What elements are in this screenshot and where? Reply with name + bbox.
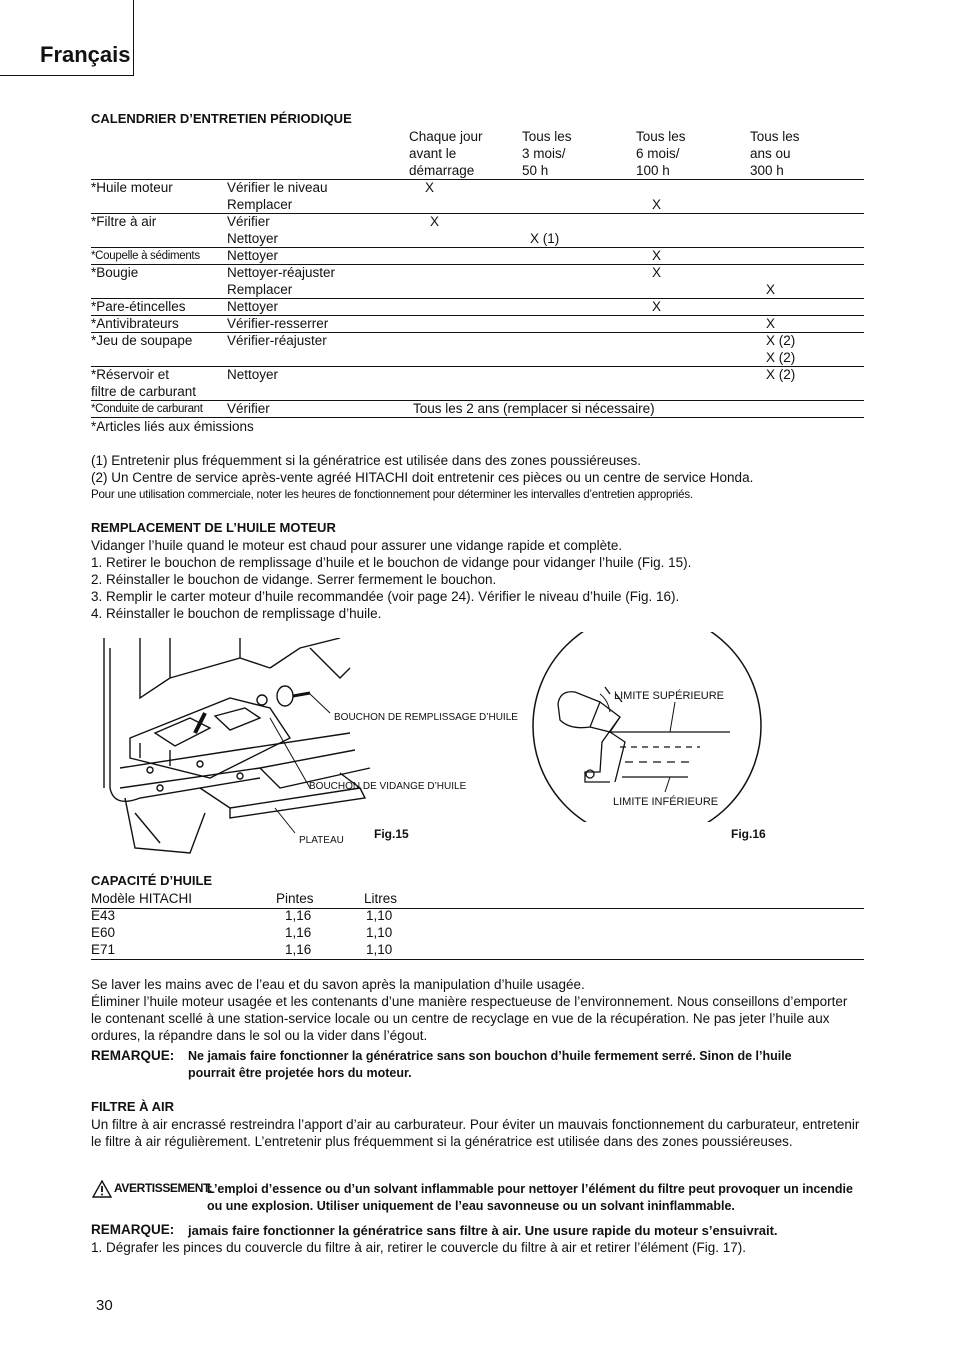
schedule-cell-action: Nettoyer <box>227 299 279 314</box>
schedule-cell-c1: X <box>430 214 440 229</box>
schedule-cell-action: Nettoyer <box>227 231 279 246</box>
schedule-cell-item: *Pare-étincelles <box>91 299 186 314</box>
schedule-cell-action: Vérifier <box>227 401 270 416</box>
oil-step-2: 2. Réinstaller le bouchon de vidange. Serrer fermement le bouchon. <box>91 572 497 587</box>
capacity-model: E71 <box>91 942 116 957</box>
schedule-rule <box>91 315 864 316</box>
fig15-drawing <box>100 638 520 858</box>
capacity-pints: 1,16 <box>285 942 312 957</box>
schedule-cell-action: Nettoyer <box>227 248 279 263</box>
schedule-cell-c3: X <box>652 248 662 263</box>
col3-line3: 100 h <box>636 163 670 178</box>
schedule-note-1: (1) Entretenir plus fréquemment si la génératrice est utilisée dans des zones poussiéreuses. <box>91 453 642 468</box>
schedule-cell-item: filtre de carburant <box>91 384 197 399</box>
col4-line3: 300 h <box>750 163 784 178</box>
fig16-drawing <box>530 632 770 822</box>
warning-text: L’emploi d’essence ou d’un solvant inflammable pour nettoyer l’élément du filtre peut provoquer un incendie ou une explosion. Utiliser uniquement de l’eau savonneuse ou un solvant ininflammable. <box>207 1182 853 1213</box>
fig15-fill-cap-label: BOUCHON DE REMPLISSAGE D’HUILE <box>334 712 518 723</box>
schedule-cell-action: Nettoyer <box>227 367 279 382</box>
col1-line1: Chaque jour <box>409 129 483 144</box>
fig16-upper-label: LIMITE SUPÉRIEURE <box>614 690 725 702</box>
schedule-cell-item: *Huile moteur <box>91 180 173 195</box>
schedule-cell-action: Vérifier-réajuster <box>227 333 327 348</box>
capacity-litres: 1,10 <box>366 908 393 923</box>
schedule-cell-action: Vérifier <box>227 214 270 229</box>
schedule-cell-c3: X <box>652 197 662 212</box>
capacity-header-pints: Pintes <box>276 891 314 906</box>
col2-line3: 50 h <box>522 163 549 178</box>
schedule-cell-action: Remplacer <box>227 282 293 297</box>
capacity-model: E60 <box>91 925 116 940</box>
schedule-cell-c2: X (1) <box>530 231 560 246</box>
schedule-cell-c1: Tous les 2 ans (remplacer si nécessaire) <box>413 401 655 416</box>
capacity-header-litres: Litres <box>364 891 398 906</box>
fig16-lower-label: LIMITE INFÉRIEURE <box>613 796 719 808</box>
oil-change-title: REMPLACEMENT DE L’HUILE MOTEUR <box>91 520 336 535</box>
schedule-cell-item: *Antivibrateurs <box>91 316 179 331</box>
schedule-note-2: (2) Un Centre de service après-vente agréé HITACHI doit entretenir ces pièces ou un centre de service Honda. <box>91 470 754 485</box>
fig15-label: Fig.15 <box>374 827 409 841</box>
capacity-title: CAPACITÉ D’HUILE <box>91 873 213 888</box>
schedule-col2-header <box>522 128 572 179</box>
col1-line3: démarrage <box>409 163 475 178</box>
remark1-text: Ne jamais faire fonctionner la génératrice sans son bouchon d’huile fermement serré. Sinon de l’huile pourrait être projetée hors du moteur. <box>188 1049 792 1080</box>
schedule-cell-action: Vérifier-resserrer <box>227 316 329 331</box>
language-tab <box>0 0 134 76</box>
col4-line2: ans ou <box>750 146 791 161</box>
capacity-litres: 1,10 <box>366 942 393 957</box>
schedule-cell-c4: X (2) <box>766 350 796 365</box>
col2-line2: 3 mois/ <box>522 146 566 161</box>
capacity-pints: 1,16 <box>285 908 312 923</box>
schedule-rule <box>91 247 864 248</box>
col4-line1: Tous les <box>750 129 800 144</box>
warning-triangle-icon <box>92 1180 112 1198</box>
schedule-cell-action: Nettoyer-réajuster <box>227 265 336 280</box>
air-filter-title: FILTRE À AIR <box>91 1099 175 1114</box>
capacity-litres: 1,10 <box>366 925 393 940</box>
fig15-tray-label: PLATEAU <box>299 835 344 846</box>
disposal-line1: Se laver les mains avec de l’eau et du savon après la manipulation d’huile usagée. <box>91 977 585 992</box>
language-label: Français <box>40 42 131 67</box>
schedule-cell-c4: X (2) <box>766 367 796 382</box>
schedule-cell-c3: X <box>652 265 662 280</box>
schedule-cell-action: Vérifier le niveau <box>227 180 328 195</box>
remark2-text: jamais faire fonctionner la génératrice sans filtre à air. Une usure rapide du moteur s’ensuivrait. <box>188 1223 778 1238</box>
schedule-cell-c4: X <box>766 282 776 297</box>
col3-line2: 6 mois/ <box>636 146 680 161</box>
schedule-cell-item: *Réservoir et <box>91 367 170 382</box>
capacity-header-model: Modèle HITACHI <box>91 891 193 906</box>
schedule-rule <box>91 332 864 333</box>
schedule-col4-header <box>750 128 800 179</box>
col2-line1: Tous les <box>522 129 572 144</box>
col3-line1: Tous les <box>636 129 686 144</box>
schedule-title: CALENDRIER D’ENTRETIEN PÉRIODIQUE <box>91 111 352 126</box>
schedule-rule <box>91 213 864 214</box>
schedule-cell-item: *Bougie <box>91 265 139 280</box>
schedule-rule <box>91 264 864 265</box>
capacity-bottom-rule <box>91 959 864 960</box>
schedule-cell-item: *Filtre à air <box>91 214 157 229</box>
schedule-col1-header <box>409 128 483 179</box>
schedule-col3-header <box>636 128 686 179</box>
oil-step-1: 1. Retirer le bouchon de remplissage d’huile et le bouchon de vidange pour vidanger l’huile (Fig. 15). <box>91 555 692 570</box>
capacity-header-rule <box>91 908 864 909</box>
fig15-drain-cap-label: BOUCHON DE VIDANGE D’HUILE <box>309 781 467 792</box>
schedule-cell-c4: X <box>766 316 776 331</box>
schedule-cell-c1: X <box>425 180 435 195</box>
fig16-label: Fig.16 <box>731 827 766 841</box>
remark2-label: REMARQUE: <box>91 1222 175 1237</box>
air-filter-step-1: 1. Dégrafer les pinces du couvercle du filtre à air, retirer le couvercle du filtre à air et retirer l’élément (Fig. 17). <box>91 1240 747 1255</box>
schedule-cell-action: Remplacer <box>227 197 293 212</box>
capacity-model: E43 <box>91 908 116 923</box>
schedule-rule <box>91 179 864 180</box>
schedule-rule <box>91 400 864 401</box>
air-filter-text: Un filtre à air encrassé restreindra l’apport d’air au carburateur. Pour éviter un mauvais fonctionnement du carburateur, entretenir le filtre à air régulièrement. L’entretenir plus fréquemment si la génératrice est utilisée dans des zones poussiéreuses. <box>91 1117 860 1149</box>
schedule-cell-item: *Conduite de carburant <box>91 403 203 415</box>
schedule-cell-c4: X (2) <box>766 333 796 348</box>
schedule-cell-c3: X <box>652 299 662 314</box>
remark1-label: REMARQUE: <box>91 1048 175 1063</box>
emissions-note: *Articles liés aux émissions <box>91 419 254 434</box>
capacity-pints: 1,16 <box>285 925 312 940</box>
schedule-note-3: Pour une utilisation commerciale, noter les heures de fonctionnement pour déterminer les intervalles d’entretien appropriés. <box>91 488 693 501</box>
oil-step-3: 3. Remplir le carter moteur d’huile recommandée (voir page 24). Vérifier le niveau d’huile (Fig. 16). <box>91 589 680 604</box>
warning-label: AVERTISSEMENT: <box>114 1181 213 1195</box>
page-number: 30 <box>96 1297 113 1314</box>
schedule-rule <box>91 298 864 299</box>
col1-line2: avant le <box>409 146 457 161</box>
schedule-rule <box>91 366 864 367</box>
schedule-cell-item: *Jeu de soupape <box>91 333 193 348</box>
oil-change-intro: Vidanger l’huile quand le moteur est chaud pour assurer une vidange rapide et complète. <box>91 538 623 553</box>
schedule-cell-item: *Coupelle à sédiments <box>91 250 200 262</box>
disposal-line2: Éliminer l’huile moteur usagée et les contenants d’une manière respectueuse de l’environnement. Nous conseillons d’emporter le contenant scellé à une station-service locale ou un centre de recyclage en vue de la récupération. Ne pas jeter l’huile aux ordures, la répandre dans le sol ou la vider dans l’égout. <box>91 994 848 1043</box>
oil-step-4: 4. Réinstaller le bouchon de remplissage d’huile. <box>91 606 382 621</box>
